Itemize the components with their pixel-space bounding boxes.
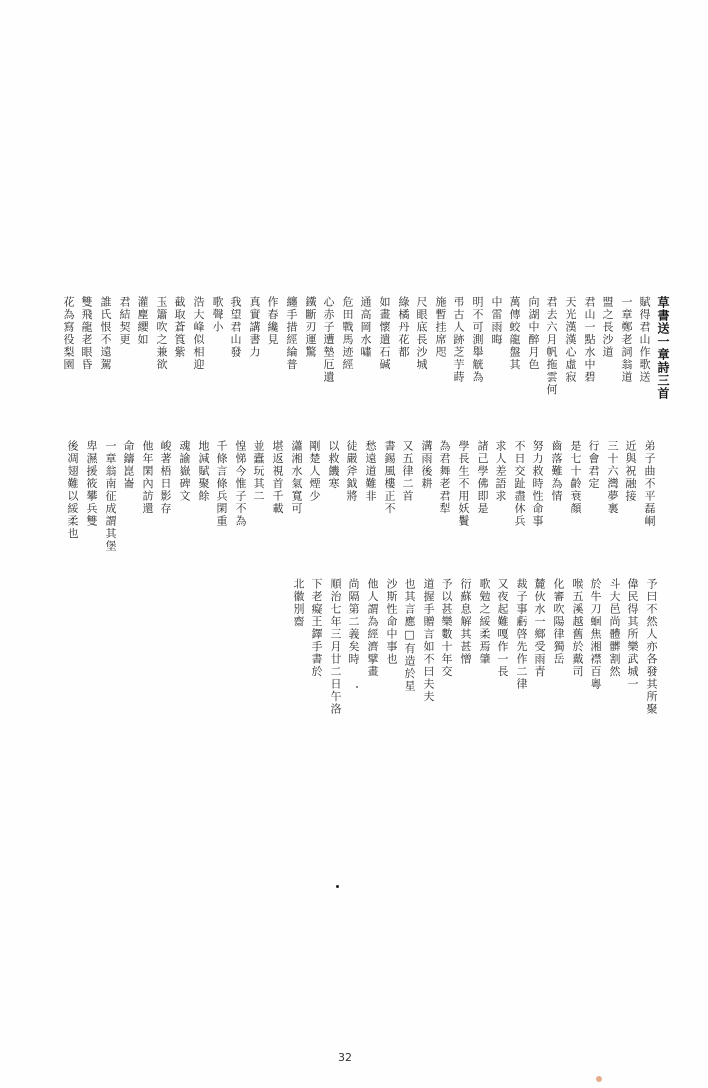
text-column: 不日交趾盡休兵 xyxy=(513,440,526,528)
text-column: 他人謂為經濟擘畫 xyxy=(366,578,379,678)
text-column: 千條言條兵閑重 xyxy=(215,440,228,528)
scan-artifact xyxy=(596,1076,602,1082)
text-column: 書錫風樓正不 xyxy=(383,440,396,515)
text-column: 地減賦聚餘 xyxy=(197,440,210,503)
text-column: 卑濕援筱攀兵雙 xyxy=(85,440,98,528)
text-column: 近與祝融接 xyxy=(624,440,637,503)
text-column: 誰氏恨不遠駕 xyxy=(99,296,112,371)
text-column: 道握手贈言如不曰夫夫 xyxy=(422,578,435,703)
text-column: 行會君定 xyxy=(587,440,600,490)
text-column: 是七十齡衰顏 xyxy=(569,440,582,515)
text-column: 弔古人跡芝芋蒔 xyxy=(452,296,465,384)
text-column: 北徽別齋 xyxy=(292,578,305,628)
text-column: 又夜起難嘎作一長 xyxy=(496,578,509,678)
text-column: 施暫挂席咫 xyxy=(434,296,447,359)
text-column: 中雷雨晦 xyxy=(490,296,503,346)
text-column: 他年閑內訪還 xyxy=(141,440,154,515)
text-column: 剛楚人煙少 xyxy=(308,440,321,503)
text-column: 灌塵纓如 xyxy=(136,296,149,346)
text-column: 天光漢漢心虛寂 xyxy=(564,296,577,384)
text-column: 危田戰馬迹經 xyxy=(341,296,354,371)
text-column: 下老癡王鐸手書於 xyxy=(310,578,323,678)
text-column: 雙飛龍老眼昏 xyxy=(80,296,93,371)
text-column: 以救饑寒 xyxy=(327,440,340,490)
text-column: 齒落難為情 xyxy=(550,440,563,503)
text-column: 歌聲小 xyxy=(211,296,224,334)
text-column: 衍蘇息解其甚憎 xyxy=(459,578,472,666)
document-title: 草書送一章詩三首 xyxy=(656,296,670,400)
text-column: 溝雨後耕 xyxy=(420,440,433,490)
text-column: 裁子事虧啓先作二律 xyxy=(515,578,528,691)
text-column: 喉五溪越舊於戴司 xyxy=(571,578,584,678)
text-column: 我望君山發 xyxy=(229,296,242,359)
text-column: 浩大峰似相迎 xyxy=(192,296,205,371)
text-column: 後凋翅難以綏柔也 xyxy=(66,440,79,540)
text-column: 也其言應□有造於星 xyxy=(403,578,416,693)
text-column: 化審吹陽律獨岳 xyxy=(552,578,565,666)
text-column: 魂諭嶽碑文 xyxy=(178,440,191,503)
text-column: 又五律二首 xyxy=(401,440,414,503)
text-column: 堪返視首千載 xyxy=(271,440,284,515)
text-column: 尺眼底長沙城 xyxy=(415,296,428,371)
text-column: 偉民得其所樂武城一 xyxy=(626,578,639,691)
text-column: 明不可測舉觥為 xyxy=(471,296,484,384)
text-column: 花為寫役梨園 xyxy=(62,296,75,371)
text-column: 諸己學佛即是 xyxy=(476,440,489,515)
text-column: 如畫懷遣石碱 xyxy=(378,296,391,371)
ink-speck xyxy=(356,686,358,688)
text-column: 纏手措經綸普 xyxy=(285,296,298,371)
text-column: 截取蒼筤紫 xyxy=(173,296,186,359)
text-column: 並蠹玩其二 xyxy=(252,440,265,503)
text-column: 於牛刀蛔焦湘襟百粵 xyxy=(589,578,602,691)
text-column: 命鑄崑崙 xyxy=(122,440,135,490)
ink-speck xyxy=(336,885,339,888)
text-column: 一章翁南征成謂其堡 xyxy=(104,440,117,553)
text-column: 斗大邑尚體髒割然 xyxy=(608,578,621,678)
text-column: 學長生不用妖鬢 xyxy=(457,440,470,528)
text-column: 瀟湘水氣寬可 xyxy=(290,440,303,515)
text-column: 萬傳蛟龍盤其 xyxy=(508,296,521,371)
text-column: 作春纔見 xyxy=(266,296,279,346)
text-column: 惶悌今惟子不為 xyxy=(234,440,247,528)
text-column: 向湖中醉月色 xyxy=(527,296,540,371)
text-column: 盟之長沙道 xyxy=(601,296,614,359)
text-column: 弟子曲不平磊峒 xyxy=(643,440,656,528)
text-column: 求人差語求 xyxy=(494,440,507,503)
text-column: 鐵斷刃運驚 xyxy=(304,296,317,359)
text-column: 努力救時性命事 xyxy=(531,440,544,528)
text-column: 綠橘丹花都 xyxy=(397,296,410,359)
text-column: 君去六月帆拖雲何 xyxy=(545,296,558,396)
text-column: 尚隔第二義矣時 xyxy=(347,578,360,666)
text-column: 賦得君山作歌送 xyxy=(638,296,651,384)
text-column: 一章鄭老詞翁道 xyxy=(620,296,633,384)
text-column: 歌勉之綏柔焉肇 xyxy=(478,578,491,666)
text-column: 真實講書力 xyxy=(248,296,261,359)
text-column: 沙斯性命中事也 xyxy=(385,578,398,666)
text-column: 徒嚴斧鉞將 xyxy=(345,440,358,503)
text-column: 玉簫吹之兼欲 xyxy=(155,296,168,371)
text-column: 愁遠道難非 xyxy=(364,440,377,503)
text-column: 予以甚樂數十年交 xyxy=(440,578,453,678)
text-column: 君山一點水中碧 xyxy=(583,296,596,384)
text-column: 予曰不然人亦各發其所聚 xyxy=(645,578,658,716)
text-column: 麓伙水一鄉受雨青 xyxy=(533,578,546,678)
text-column: 峻著梧日影存 xyxy=(159,440,172,515)
text-column: 君結契更 xyxy=(118,296,131,346)
text-column: 為君舞老君犁 xyxy=(438,440,451,515)
page-number: 32 xyxy=(338,1051,352,1064)
text-column: 三十六灣夢裏 xyxy=(606,440,619,515)
text-column: 順治七年三月廿二日午洛 xyxy=(329,578,342,716)
text-column: 心赤子遭墊厄遺 xyxy=(322,296,335,384)
text-column: 通高岡水嘯 xyxy=(359,296,372,359)
